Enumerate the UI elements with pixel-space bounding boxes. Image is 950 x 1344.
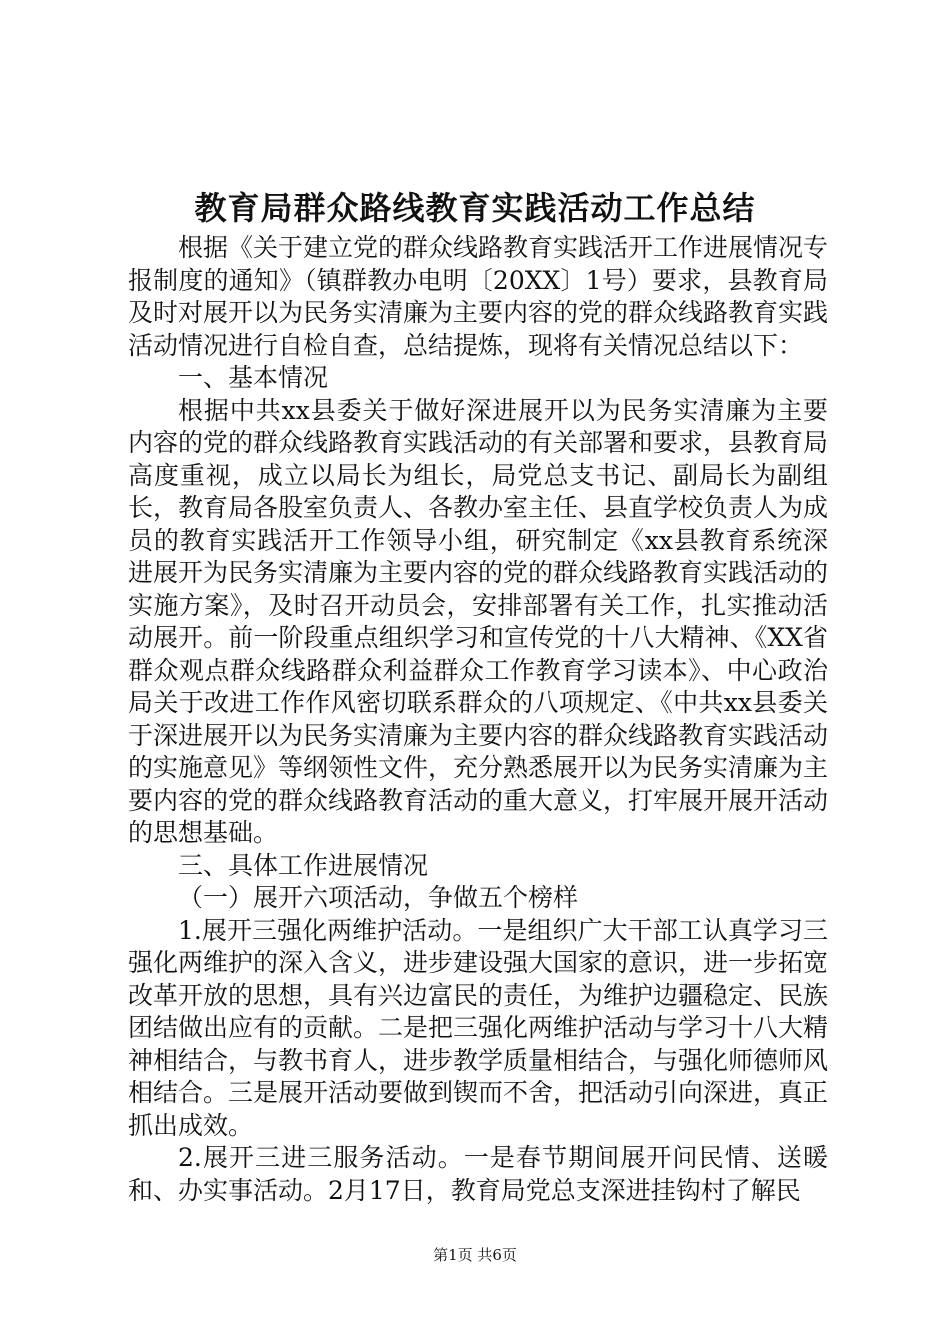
paragraph-basic-situation: 根据中共xx县委关于做好深进展开以为民务实清廉为主要内容的党的群众线路教育实践活动的有关部署和要求，县教育局高度重视，成立以局长为组长，局党总支书记、副局长为副组长，教育局各股室负责人、各教办室主任、县直学校负责人为成员的教育实践活开工作领导小组，研究制定《xx县教育系统深进展开为民务实清廉为主要内容的党的群众线路教育实践活动的实施方案》，及时召开动员会，安排部署有关工作，扎实推动活动展开。前一阶段重点组织学习和宣传党的十八大精神、《XX省群众观点群众线路群众利益群众工作教育学习读本》、中心政治局关于改进工作作风密切联系群众的八项规定、《中共xx县委关于深进展开以为民务实清廉为主要内容的群众线路教育实践活动的实施意见》等纲领性文件，充分熟悉展开以为民务实清廉为主要内容的党的群众线路教育活动的重大意义，打牢展开展开活动的思想基础。 [128,395,829,847]
document-title: 教育局群众路线教育实践活动工作总结 [194,189,756,227]
paragraph-item-1: 1.展开三强化两维护活动。一是组织广大干部工认真学习三强化两维护的深入含义，进步建设强大国家的意识，进一步拓宽改革开放的思想，具有兴边富民的责任，为维护边疆稳定、民族团结做出应有的贡献。二是把三强化两维护活动与学习十八大精神相结合，与教书育人，进步教学质量相结合，与强化师德师风相结合。三是展开活动要做到锲而不舍，把活动引向深进，真正抓出成效。 [128,915,829,1140]
heading-basic-situation: 一、基本情况 [178,363,329,392]
subheading-six-activities: （一）展开六项活动，争做五个榜样 [178,883,579,912]
paragraph-item-2: 2.展开三进三服务活动。一是春节期间展开问民情、送暖和、办实事活动。2月17日，教育局党总支深进挂钩村了解民 [128,1143,828,1205]
document-body [128,232,828,1207]
page-footer: 第1页 共6页 [433,1246,517,1264]
heading-work-progress: 三、具体工作进展情况 [178,850,429,880]
paragraph-intro: 根据《关于建立党的群众线路教育实践活开工作进展情况专报制度的通知》（镇群教办电明〔20XX〕1号）要求，县教育局及时对展开以为民务实清廉为主要内容的党的群众线路教育实践活动情况进行自检自查，总结提炼，现将有关情况总结以下： [128,233,829,360]
